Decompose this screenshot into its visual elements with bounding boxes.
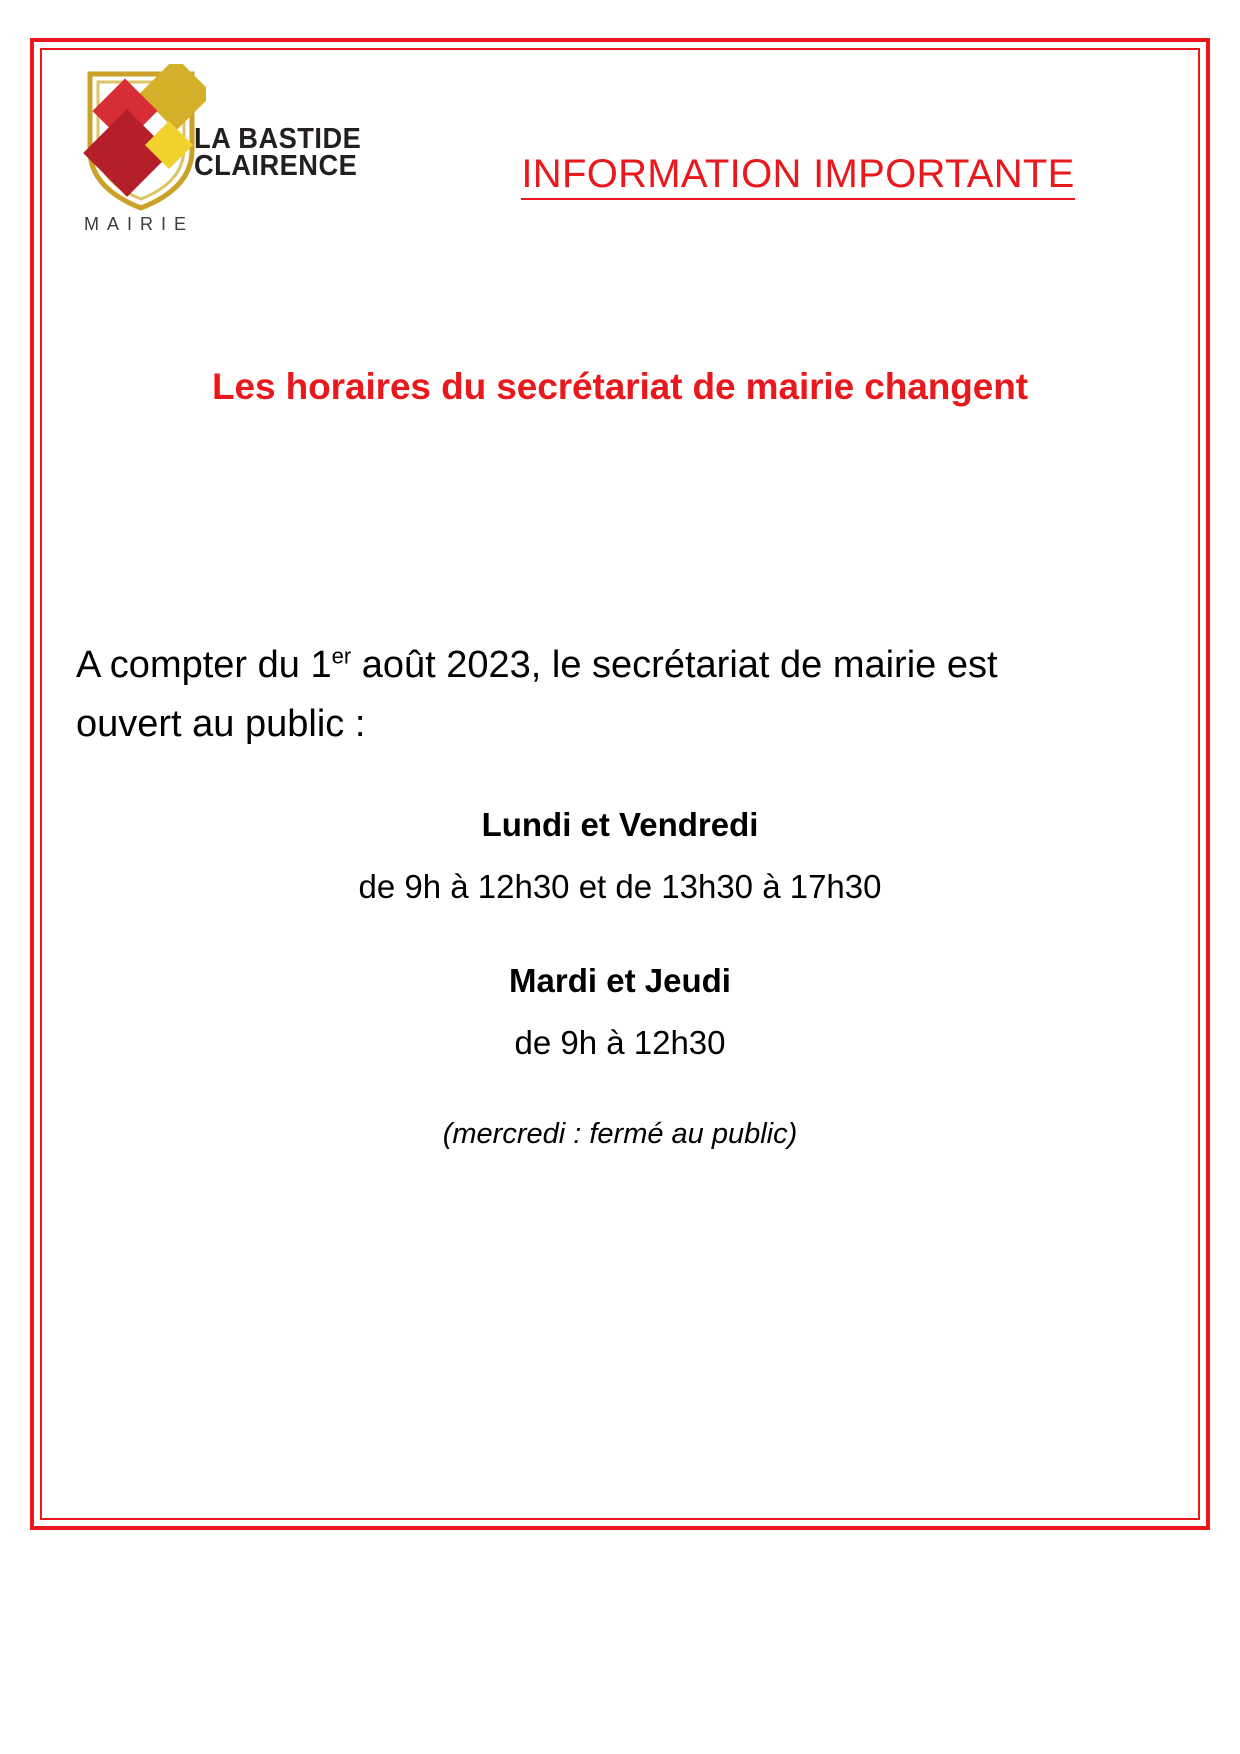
poster-content (48, 56, 1192, 1512)
intro-text-before: A compter du 1 (76, 644, 332, 686)
intro-paragraph (76, 636, 1076, 754)
schedule-days: Mardi et Jeudi (509, 961, 731, 999)
document-title-text: INFORMATION IMPORTANTE (521, 152, 1074, 200)
schedule-hours: de 9h à 12h30 et de 13h30 à 17h30 (358, 867, 882, 905)
coat-of-arms-icon (76, 64, 206, 214)
schedule-hours: de 9h à 12h30 (514, 1023, 726, 1061)
logo-subtitle: MAIRIE (84, 214, 195, 234)
document-title (448, 152, 1148, 197)
closing-note: (mercredi : fermé au public) (442, 1117, 798, 1150)
logo-wordmark-line2: CLAIRENCE (194, 149, 358, 182)
logo-wordmark-line1: LA BASTIDE (194, 123, 362, 155)
poster-header (48, 56, 1192, 246)
schedule-group (48, 806, 1192, 906)
intro-superscript: er (331, 643, 352, 669)
schedule-group (48, 962, 1192, 1062)
schedule-block (48, 806, 1192, 1151)
logo-wordmark (194, 123, 394, 182)
headline: Les horaires du secrétariat de mairie changent (212, 366, 1028, 407)
logo-block (76, 64, 396, 239)
intro-text-after: août 2023, le secrétariat de mairie est ouvert au public : (76, 644, 998, 745)
schedule-days: Lundi et Vendredi (481, 806, 759, 843)
